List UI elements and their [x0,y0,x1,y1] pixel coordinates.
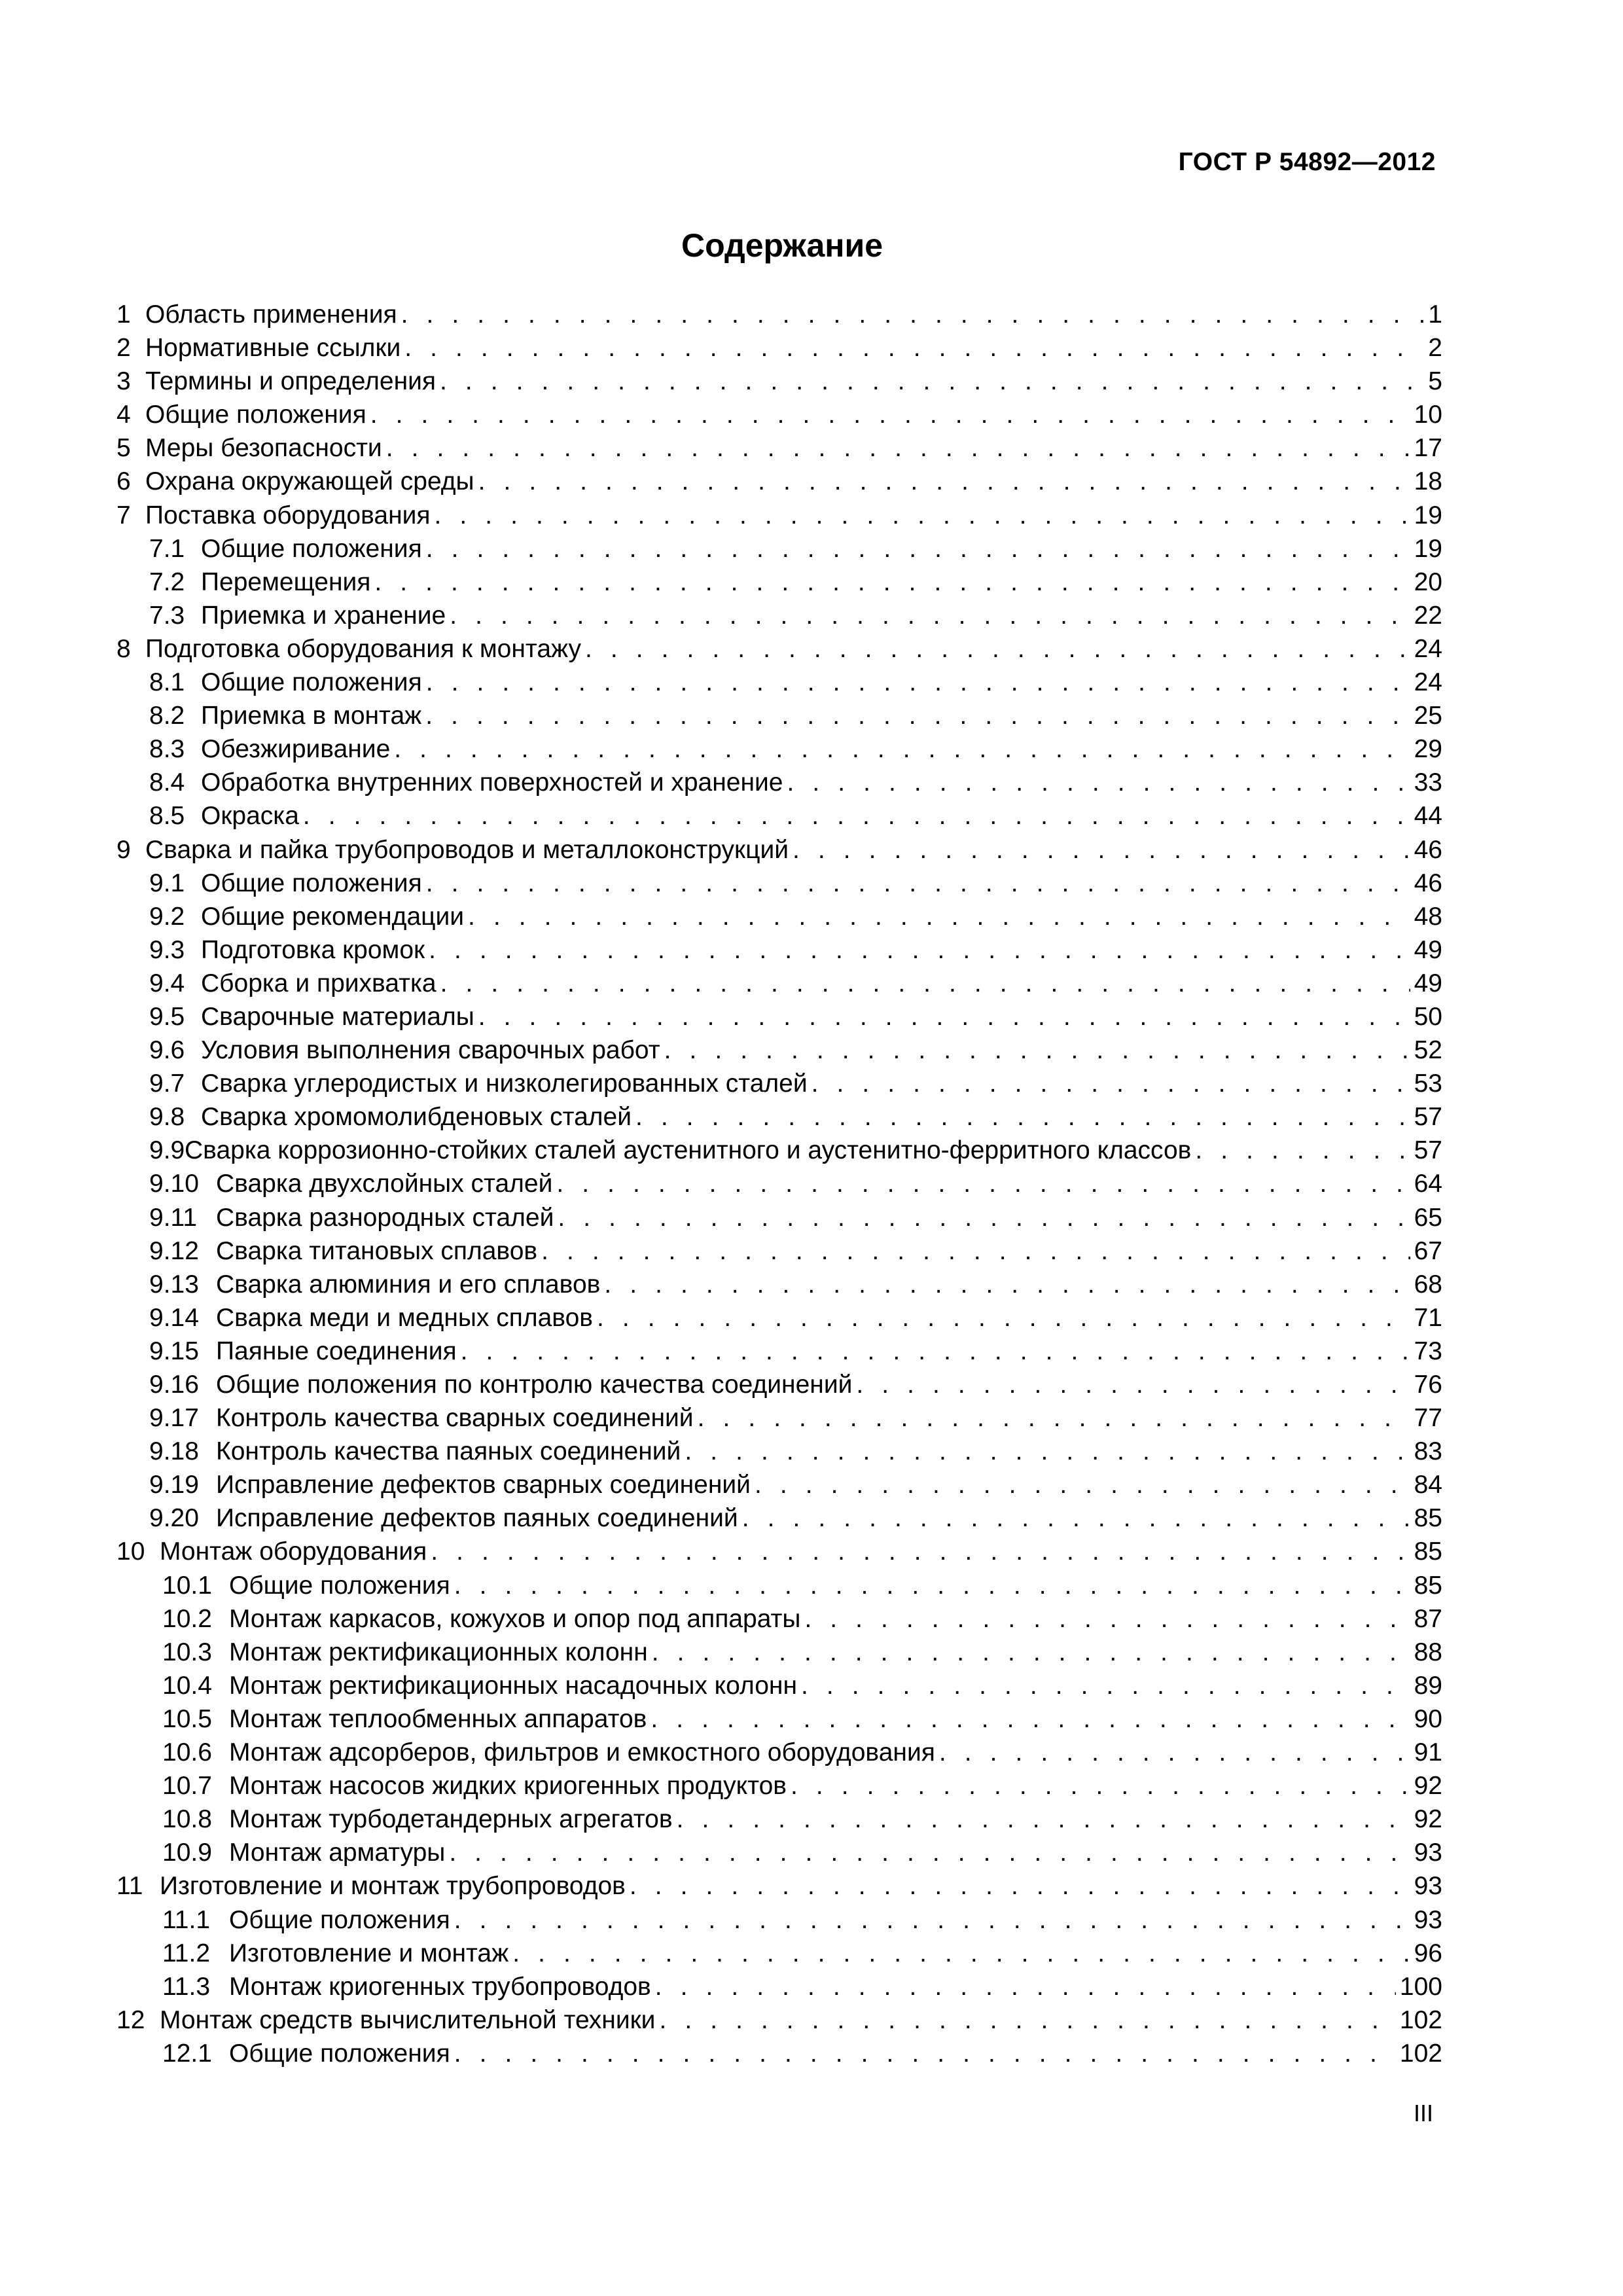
toc-entry [116,1201,1442,1234]
toc-dot-leader [435,499,1410,532]
toc-entry-number: 9.11 [149,1203,198,1232]
toc-entry-title: Термины и определения [145,367,437,396]
toc-entry-title: Область применения [145,300,397,329]
toc-entry [116,1669,1442,1702]
toc-entry [116,365,1442,398]
toc-entry-title: Приемка и хранение [201,601,446,630]
toc-dot-leader [801,1669,1410,1702]
toc-entry [116,398,1442,431]
toc-dot-leader [454,2037,1396,2070]
toc-entry-number: 8.4 [149,768,185,797]
toc-entry-page: 57 [1414,1103,1442,1132]
toc-dot-leader [685,1435,1410,1468]
toc-entry [116,1401,1442,1435]
toc-dot-leader [1195,1134,1410,1167]
toc-entry-title: Сварка алюминия и его сплавов [216,1270,601,1299]
toc-entry-page: 88 [1414,1638,1442,1666]
toc-entry [116,2003,1442,2037]
toc-entry-page: 87 [1414,1604,1442,1633]
toc-entry-title: Контроль качества сварных соединений [216,1404,694,1433]
toc-dot-leader [370,398,1410,431]
toc-entry-number: 9.12 [149,1236,199,1265]
toc-entry-number: 9.19 [149,1471,199,1499]
toc-dot-leader [651,1702,1410,1736]
toc-entry-page: 100 [1399,1972,1442,2001]
toc-entry-number: 8.2 [149,702,185,730]
toc-entry-title: Общие положения [229,1905,450,1934]
toc-entry-page: 85 [1414,1504,1442,1533]
toc-entry [116,833,1442,867]
toc-entry-title: Общие положения [229,1571,450,1600]
toc-entry-title: Сварка меди и медных сплавов [216,1303,593,1332]
toc-entry-number: 7.3 [149,601,185,630]
toc-entry-title: Приемка в монтаж [201,702,422,730]
toc-entry-page: 85 [1414,1537,1442,1566]
toc-entry-page: 73 [1414,1336,1442,1365]
toc-entry-title: Обезжиривание [201,735,391,764]
toc-entry-title: Общие рекомендации [201,902,465,931]
toc-entry-page: 25 [1414,702,1442,730]
toc-entry [116,431,1442,465]
toc-title: Содержание [681,227,883,264]
toc-entry [116,1268,1442,1301]
toc-entry-page: 52 [1414,1036,1442,1065]
toc-entry [116,1368,1442,1401]
toc-entry [116,632,1442,666]
toc-entry-page: 96 [1414,1939,1442,1967]
toc-entry-page: 22 [1414,601,1442,630]
toc-entry-page: 49 [1414,935,1442,964]
toc-dot-leader [431,1535,1410,1568]
toc-entry-number: 11.2 [162,1939,211,1967]
toc-entry [116,1803,1442,1836]
toc-entry [116,1736,1442,1769]
toc-entry-page: 64 [1414,1170,1442,1198]
toc-entry-title: Общие положения [145,401,366,429]
toc-entry-title: Общие положения [201,869,422,897]
toc-entry [116,1569,1442,1602]
toc-entry-number: 9.8 [149,1103,185,1132]
toc-entry-title: Монтаж оборудования [160,1537,427,1566]
toc-entry-number: 10.9 [162,1839,212,1867]
toc-entry-number: 9.6 [149,1036,185,1065]
toc-entry [116,867,1442,900]
toc-entry-title: Изготовление и монтаж трубопроводов [160,1872,626,1901]
toc-entry-number: 7 [116,501,131,529]
toc-dot-leader [541,1234,1410,1268]
toc-entry-title: Монтаж каркасов, кожухов и опор под аппараты [229,1604,801,1633]
toc-entry-title: Монтаж арматуры [229,1839,446,1867]
toc-entry-title: Сварка углеродистых и низколегированных сталей [201,1069,808,1098]
toc-entry-title: Общие положения по контролю качества соединений [216,1371,853,1399]
toc-entry-number: 9.10 [149,1170,199,1198]
toc-entry-title: Паяные соединения [216,1336,457,1365]
toc-dot-leader [630,1869,1410,1903]
toc-entry-page: 10 [1414,401,1442,429]
toc-dot-leader [677,1803,1410,1836]
toc-entry-number: 8.3 [149,735,185,764]
toc-entry [116,1769,1442,1803]
toc-entry-page: 49 [1414,969,1442,997]
toc-entry-title: Общие положения [201,534,422,563]
toc-entry-page: 24 [1414,668,1442,697]
toc-entry-number: 10.6 [162,1738,212,1767]
toc-entry-page: 89 [1414,1671,1442,1700]
toc-dot-leader [793,833,1410,867]
toc-dot-leader [440,365,1424,398]
toc-dot-leader [450,599,1410,632]
toc-entry-page: 71 [1414,1303,1442,1332]
toc-entry-number: 10.8 [162,1805,212,1834]
toc-dot-leader [755,1468,1410,1501]
toc-entry [116,1937,1442,1970]
toc-entry-number: 10.1 [162,1571,212,1600]
toc-entry-number: 9.20 [149,1504,199,1533]
toc-entry-number: 9.18 [149,1437,199,1466]
toc-entry [116,1903,1442,1937]
toc-entry-number: 12.1 [162,2039,212,2068]
toc-entry [116,298,1442,331]
toc-entry [116,1636,1442,1669]
toc-entry [116,1970,1442,2003]
toc-entry [116,900,1442,933]
toc-entry-page: 18 [1414,467,1442,496]
toc-dot-leader [468,900,1410,933]
toc-entry-number: 9.15 [149,1336,199,1365]
toc-entry-page: 92 [1414,1805,1442,1834]
toc-entry-title: Сварка двухслойных сталей [216,1170,553,1198]
toc-entry-title: Монтаж средств вычислительной техники [160,2005,656,2034]
toc-entry-title: Сварка титановых сплавов [216,1236,538,1265]
toc-dot-leader [585,632,1410,666]
toc-entry [116,766,1442,799]
toc-dot-leader [652,1636,1410,1669]
toc-entry-number: 9.9 [149,1136,185,1165]
toc-entry-page: 83 [1414,1437,1442,1466]
toc-entry [116,1234,1442,1268]
toc-entry-page: 48 [1414,902,1442,931]
toc-entry-title: Сварка хромомолибденовых сталей [201,1103,632,1132]
toc-dot-leader [604,1268,1410,1301]
toc-entry-page: 68 [1414,1270,1442,1299]
toc-dot-leader [426,867,1410,900]
toc-entry [116,732,1442,766]
toc-entry-title: Монтаж ректификационных насадочных колонн [229,1671,797,1700]
page-number: III [1413,2100,1433,2126]
toc-entry-page: 93 [1414,1905,1442,1934]
table-of-contents [116,298,1442,2070]
toc-entry [116,1468,1442,1501]
toc-entry [116,1602,1442,1636]
toc-entry-page: 102 [1399,2039,1442,2068]
toc-entry-page: 46 [1414,869,1442,897]
toc-entry-page: 53 [1414,1069,1442,1098]
toc-dot-leader [478,1000,1410,1033]
toc-entry [116,1836,1442,1869]
toc-dot-leader [787,766,1410,799]
toc-entry [116,499,1442,532]
toc-dot-leader [635,1100,1410,1134]
toc-entry-number: 9.13 [149,1270,199,1299]
toc-dot-leader [401,298,1425,331]
toc-entry-page: 19 [1414,534,1442,563]
toc-entry-page: 24 [1414,634,1442,663]
toc-entry-number: 8 [116,634,131,663]
toc-entry-title: Поставка оборудования [145,501,431,529]
toc-entry [116,1301,1442,1335]
toc-entry-title: Подготовка оборудования к монтажу [145,634,582,663]
toc-entry-page: 102 [1399,2005,1442,2034]
toc-dot-leader [394,732,1410,766]
toc-entry-number: 9.5 [149,1002,185,1031]
toc-entry-number: 11.1 [162,1905,211,1934]
toc-entry-page: 67 [1414,1236,1442,1265]
toc-dot-leader [425,699,1410,732]
toc-dot-leader [659,2003,1395,2037]
toc-entry-number: 8.5 [149,802,185,831]
toc-entry-number: 10.4 [162,1671,212,1700]
toc-entry-number: 7.1 [149,534,185,563]
toc-dot-leader [440,967,1410,1000]
toc-dot-leader [303,799,1410,833]
toc-dot-leader [698,1401,1410,1435]
toc-entry-page: 91 [1414,1738,1442,1767]
toc-entry-number: 9.17 [149,1404,199,1433]
toc-entry-title: Общие положения [229,2039,450,2068]
toc-entry [116,532,1442,565]
toc-entry-number: 10.7 [162,1772,212,1801]
toc-entry-page: 46 [1414,835,1442,864]
toc-entry-title: Окраска [201,802,299,831]
toc-dot-leader [804,1602,1410,1636]
toc-entry-title: Сварка коррозионно-стойких сталей аустенитного и аустенитно-ферритного классов [185,1136,1192,1165]
toc-entry-number: 9.2 [149,902,185,931]
toc-entry-page: 93 [1414,1839,1442,1867]
toc-entry-page: 92 [1414,1772,1442,1801]
toc-entry-number: 8.1 [149,668,185,697]
toc-entry-title: Контроль качества паяных соединений [216,1437,681,1466]
toc-dot-leader [449,1836,1410,1869]
toc-dot-leader [742,1501,1410,1535]
toc-entry-page: 90 [1414,1704,1442,1733]
toc-entry [116,565,1442,599]
toc-entry-title: Монтаж теплообменных аппаратов [229,1704,647,1733]
toc-dot-leader [429,933,1410,967]
toc-entry-title: Монтаж ректификационных колонн [229,1638,648,1666]
toc-entry-title: Монтаж турбодетандерных агрегатов [229,1805,673,1834]
toc-entry-number: 10.3 [162,1638,212,1666]
toc-dot-leader [478,465,1410,498]
toc-entry-number: 9.14 [149,1303,199,1332]
toc-entry-title: Изготовление и монтаж [229,1939,509,1967]
toc-entry-number: 9.1 [149,869,185,897]
toc-dot-leader [812,1067,1410,1100]
toc-entry-title: Исправление дефектов паяных соединений [216,1504,738,1533]
toc-entry-number: 6 [116,467,131,496]
toc-entry [116,1100,1442,1134]
toc-entry-page: 93 [1414,1872,1442,1901]
toc-entry-title: Условия выполнения сварочных работ [201,1036,660,1065]
toc-entry-number: 9.4 [149,969,185,997]
toc-dot-leader [461,1335,1410,1368]
toc-entry-title: Сборка и прихватка [201,969,437,997]
toc-entry-page: 20 [1414,567,1442,596]
toc-dot-leader [655,1970,1396,2003]
toc-entry-page: 85 [1414,1571,1442,1600]
toc-dot-leader [856,1368,1410,1401]
toc-entry-title: Сварочные материалы [201,1002,474,1031]
toc-entry [116,1535,1442,1568]
toc-entry-title: Монтаж адсорберов, фильтров и емкостного оборудования [229,1738,935,1767]
toc-dot-leader [558,1201,1410,1234]
toc-dot-leader [454,1903,1410,1937]
toc-entry-title: Исправление дефектов сварных соединений [216,1471,751,1499]
toc-entry-page: 2 [1428,334,1442,363]
toc-entry-number: 2 [116,334,131,363]
toc-entry-number: 11 [116,1872,143,1901]
toc-entry [116,1167,1442,1200]
toc-entry [116,1335,1442,1368]
toc-entry-page: 33 [1414,768,1442,797]
toc-entry-number: 7.2 [149,567,185,596]
toc-entry-page: 1 [1428,300,1442,329]
toc-entry [116,1869,1442,1903]
toc-entry [116,666,1442,699]
toc-entry-title: Монтаж насосов жидких криогенных продуктов [229,1772,787,1801]
toc-entry-title: Сварка и пайка трубопроводов и металлоконструкций [145,835,789,864]
toc-entry-title: Монтаж криогенных трубопроводов [229,1972,651,2001]
toc-dot-leader [454,1569,1410,1602]
toc-entry-page: 84 [1414,1471,1442,1499]
toc-entry-number: 5 [116,434,131,463]
toc-dot-leader [791,1769,1410,1803]
toc-entry [116,933,1442,967]
toc-entry [116,2037,1442,2070]
document-code: ГОСТ Р 54892—2012 [1178,148,1436,176]
toc-entry-number: 12 [116,2005,145,2034]
toc-entry [116,1033,1442,1067]
toc-entry [116,699,1442,732]
toc-dot-leader [374,565,1410,599]
toc-entry-number: 4 [116,401,131,429]
toc-entry-number: 9.7 [149,1069,185,1098]
toc-entry-title: Обработка внутренних поверхностей и хранение [201,768,783,797]
toc-entry-title: Подготовка кромок [201,935,425,964]
toc-entry [116,1067,1442,1100]
toc-dot-leader [426,666,1410,699]
toc-entry-number: 10.5 [162,1704,212,1733]
toc-entry [116,599,1442,632]
toc-entry-page: 29 [1414,735,1442,764]
toc-entry [116,1435,1442,1468]
toc-entry-page: 17 [1414,434,1442,463]
toc-entry-title: Нормативные ссылки [145,334,401,363]
toc-entry-number: 10 [116,1537,145,1566]
toc-entry-title: Охрана окружающей среды [145,467,474,496]
toc-entry-page: 50 [1414,1002,1442,1031]
toc-entry-page: 77 [1414,1404,1442,1433]
toc-entry-title: Перемещения [201,567,371,596]
toc-entry-page: 44 [1414,802,1442,831]
toc-dot-leader [512,1937,1410,1970]
toc-entry [116,1702,1442,1736]
toc-dot-leader [426,532,1410,565]
toc-dot-leader [597,1301,1410,1335]
toc-entry [116,1000,1442,1033]
toc-entry [116,967,1442,1000]
toc-entry-number: 1 [116,300,131,329]
toc-entry-title: Общие положения [201,668,422,697]
toc-dot-leader [404,331,1424,365]
toc-dot-leader [556,1167,1410,1200]
toc-entry-number: 9.16 [149,1371,199,1399]
toc-entry [116,1501,1442,1535]
toc-dot-leader [664,1033,1410,1067]
toc-entry-page: 57 [1414,1136,1442,1165]
toc-dot-leader [386,431,1410,465]
toc-entry-number: 9 [116,835,131,864]
toc-entry [116,1134,1442,1167]
toc-entry-number: 3 [116,367,131,396]
toc-entry-number: 9.3 [149,935,185,964]
toc-entry [116,799,1442,833]
toc-entry-number: 10.2 [162,1604,212,1633]
toc-entry-title: Сварка разнородных сталей [216,1203,554,1232]
toc-entry-number: 11.3 [162,1972,211,2001]
toc-entry-title: Меры безопасности [145,434,382,463]
toc-entry-page: 65 [1414,1203,1442,1232]
toc-entry-page: 76 [1414,1371,1442,1399]
toc-dot-leader [939,1736,1410,1769]
toc-entry [116,465,1442,498]
toc-entry [116,331,1442,365]
toc-entry-page: 5 [1428,367,1442,396]
toc-entry-page: 19 [1414,501,1442,529]
